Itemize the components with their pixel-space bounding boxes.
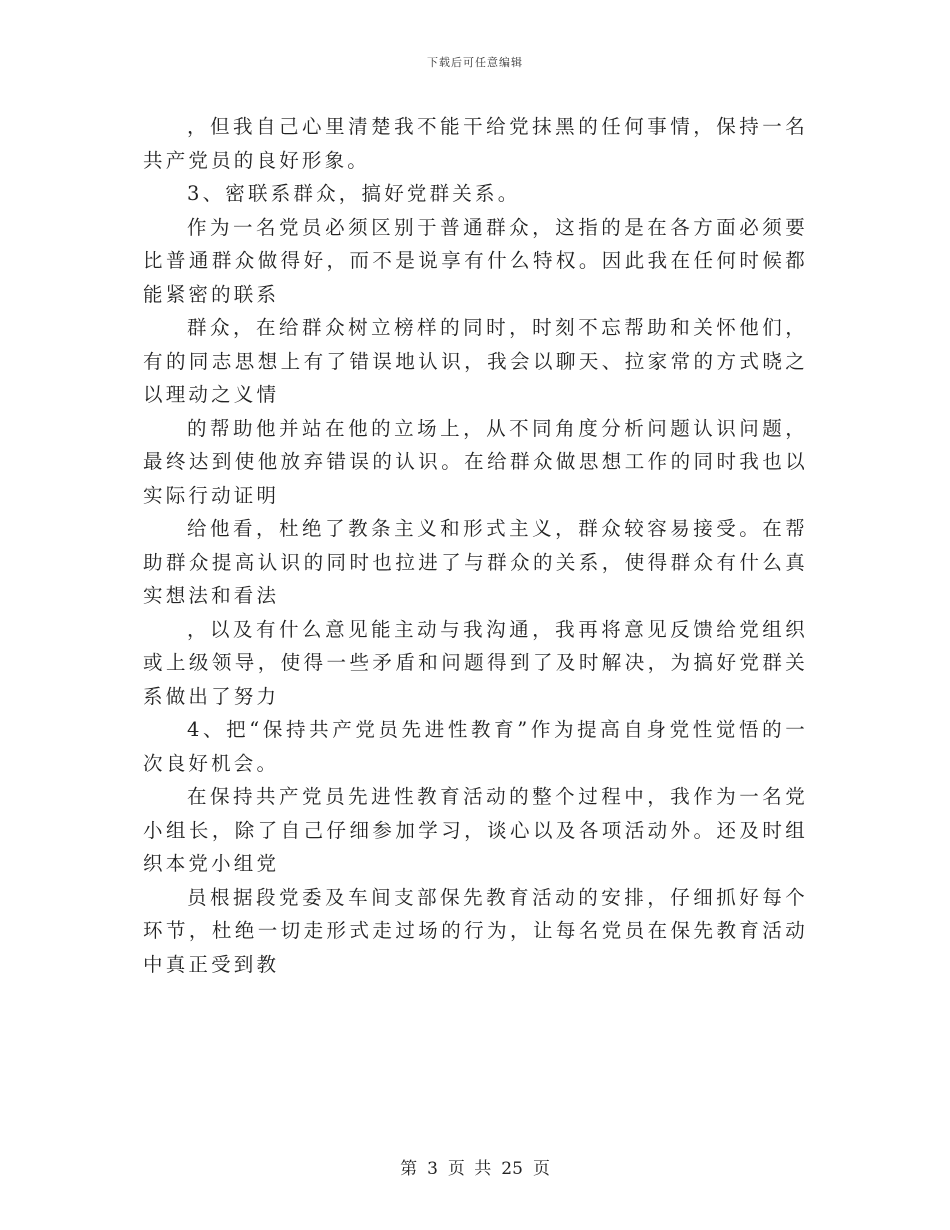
current-page-number: 3	[427, 1159, 438, 1179]
paragraph: 群众，在给群众树立榜样的同时，时刻不忘帮助和关怀他们，有的同志思想上有了错误地认识，我会以聊天、拉家常的方式晓之以理动之义情	[143, 316, 808, 406]
paragraph: 在保持共产党员先进性教育活动的整个过程中，我作为一名党小组长，除了自己仔细参加学习，谈心以及各项活动外。还及时组织本党小组党	[143, 785, 808, 875]
paragraph: 4、把“保持共产党员先进性教育”作为提高自身党性觉悟的一次良好机会。	[143, 718, 808, 775]
paragraph: 给他看，杜绝了教条主义和形式主义，群众较容易接受。在帮助群众提高认识的同时也拉进了与群众的关系，使得群众有什么真实想法和看法	[143, 517, 808, 607]
footer-middle: 页 共	[447, 1159, 492, 1179]
document-body	[143, 110, 808, 981]
total-pages-number: 25	[501, 1159, 523, 1179]
paragraph: 3、密联系群众，搞好党群关系。	[187, 182, 521, 205]
paragraph: 的帮助他并站在他的立场上，从不同角度分析问题认识问题，最终达到使他放弃错误的认识。在给群众做思想工作的同时我也以实际行动证明	[143, 416, 808, 507]
paragraph: 员根据段党委及车间支部保先教育活动的安排，仔细抓好每个环节，杜绝一切走形式走过场的行为，让每名党员在保先教育活动中真正受到教	[143, 885, 808, 976]
footer-prefix: 第	[400, 1159, 418, 1179]
paragraph: ，以及有什么意见能主动与我沟通，我再将意见反馈给党组织或上级领导，使得一些矛盾和问题得到了及时解决，为搞好党群关系做出了努力	[143, 617, 808, 708]
page-footer	[0, 1154, 950, 1179]
paragraph: 作为一名党员必须区别于普通群众，这指的是在各方面必须要比普通群众做得好，而不是说享有什么特权。因此我在任何时候都能紧密的联系	[143, 215, 808, 306]
footer-suffix: 页	[532, 1159, 550, 1179]
page-header: 下载后可任意编辑	[427, 56, 523, 69]
paragraph: ，但我自己心里清楚我不能干给党抹黑的任何事情，保持一名共产党员的良好形象。	[143, 115, 808, 172]
